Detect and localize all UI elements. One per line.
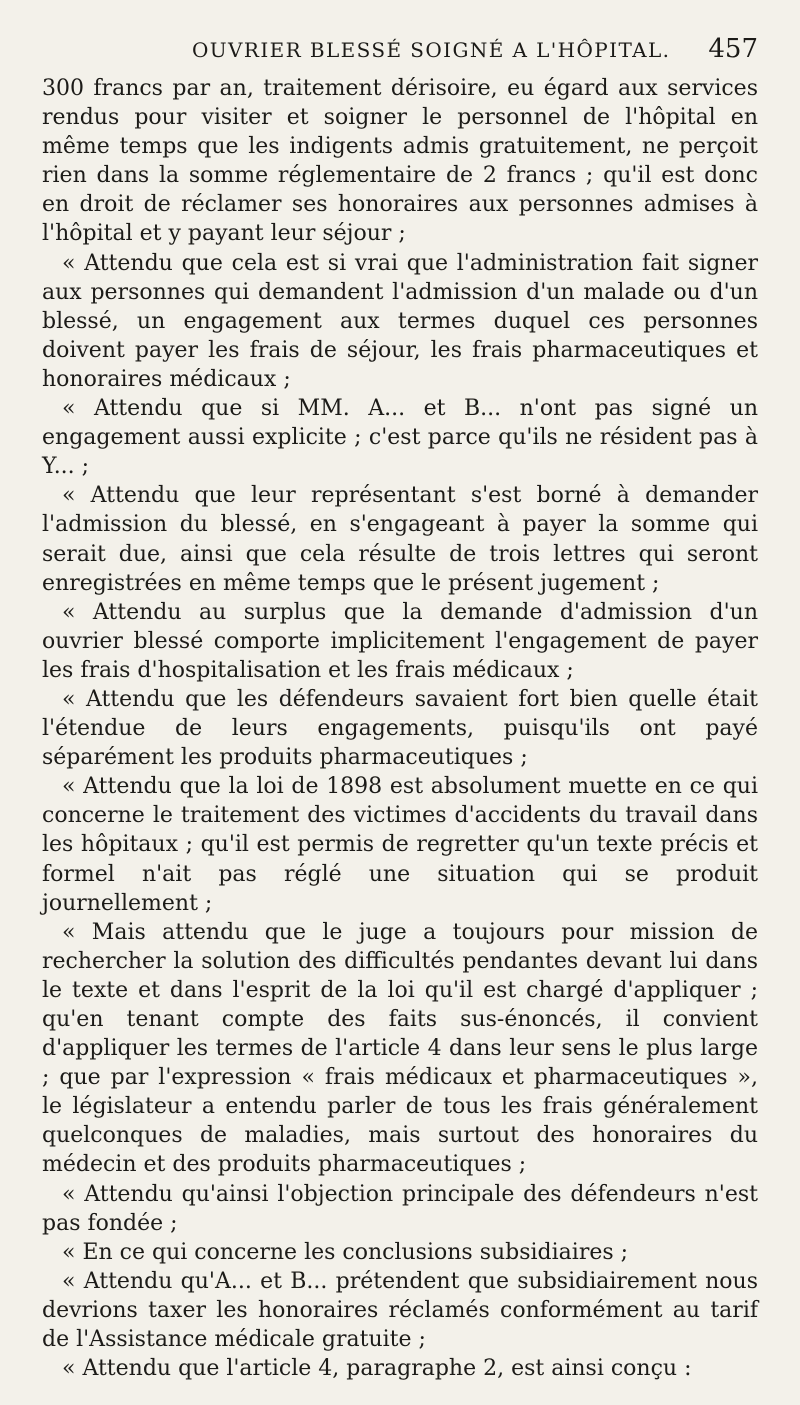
running-head [42,34,758,74]
paragraph: 300 francs par an, traitement dérisoire, eu égard aux services rendus pour visiter et soigner le personnel de l'hôpital en même temps que les indigents admis gratuitement, ne perçoit rien dans la somme réglementaire de 2 francs ; qu'il est donc en droit de réclamer ses honoraires aux personnes admises à l'hôpital et y payant leur séjour ; [42,76,758,247]
running-title: OUVRIER BLESSÉ SOIGNÉ A L'HÔPITAL. [192,38,671,62]
paragraph: « Attendu qu'ainsi l'objection principale des défendeurs n'est pas fondée ; [42,1181,758,1236]
paragraph: « Attendu que si MM. A... et B... n'ont pas signé un engagement aussi explicite ; c'est parce qu'ils ne résident pas à Y... ; [42,396,758,480]
paragraph: « Attendu que la loi de 1898 est absolument muette en ce qui concerne le traitement des victimes d'accidents du travail dans les hôpitaux ; qu'il est permis de regretter qu'un texte précis et formel n'ait pas réglé une situation qui se produit journellement ; [42,774,758,916]
paragraph: « Attendu que leur représentant s'est borné à demander l'admission du blessé, en s'engageant à payer la somme qui serait due, ainsi que cela résulte de trois lettres qui seront enregistrées en même temps que le présent jugement ; [42,483,758,596]
page-number: 457 [708,34,758,64]
paragraph: « Attendu que les défendeurs savaient fort bien quelle était l'étendue de leurs engagements, puisqu'ils ont payé séparément les produits pharmaceutiques ; [42,686,758,771]
page-body [42,74,758,1383]
paragraph: « Mais attendu que le juge a toujours pour mission de rechercher la solution des difficultés pendantes devant lui dans le texte et dans l'esprit de la loi qu'il est chargé d'appliquer ; qu'en tenant compte des faits sus-énoncés, il convient d'appliquer les termes de l'article 4 dans leur sens le plus large ; que par l'expression « frais médicaux et pharmaceutiques », le législateur a entendu parler de tous les frais généralement quelconques de maladies, mais surtout des honoraires du médecin et des produits pharmaceutiques ; [42,919,758,1178]
paragraph: « Attendu que l'article 4, paragraphe 2, est ainsi conçu : [62,1356,692,1382]
paragraph: « Attendu au surplus que la demande d'admission d'un ouvrier blessé comporte implicitement l'engagement de payer les frais d'hospitalisation et les frais médicaux ; [42,599,758,683]
paragraph: « Attendu qu'A... et B... prétendent que subsidiairement nous devrions taxer les honoraires réclamés conformément au tarif de l'Assistance médicale gratuite ; [42,1268,758,1353]
paragraph: « Attendu que cela est si vrai que l'administration fait signer aux personnes qui demandent l'admission d'un malade ou d'un blessé, un engagement aux termes duquel ces personnes doivent payer les frais de séjour, les frais pharmaceutiques et honoraires médicaux ; [42,250,758,392]
paragraph: « En ce qui concerne les conclusions subsidiaires ; [62,1239,629,1265]
